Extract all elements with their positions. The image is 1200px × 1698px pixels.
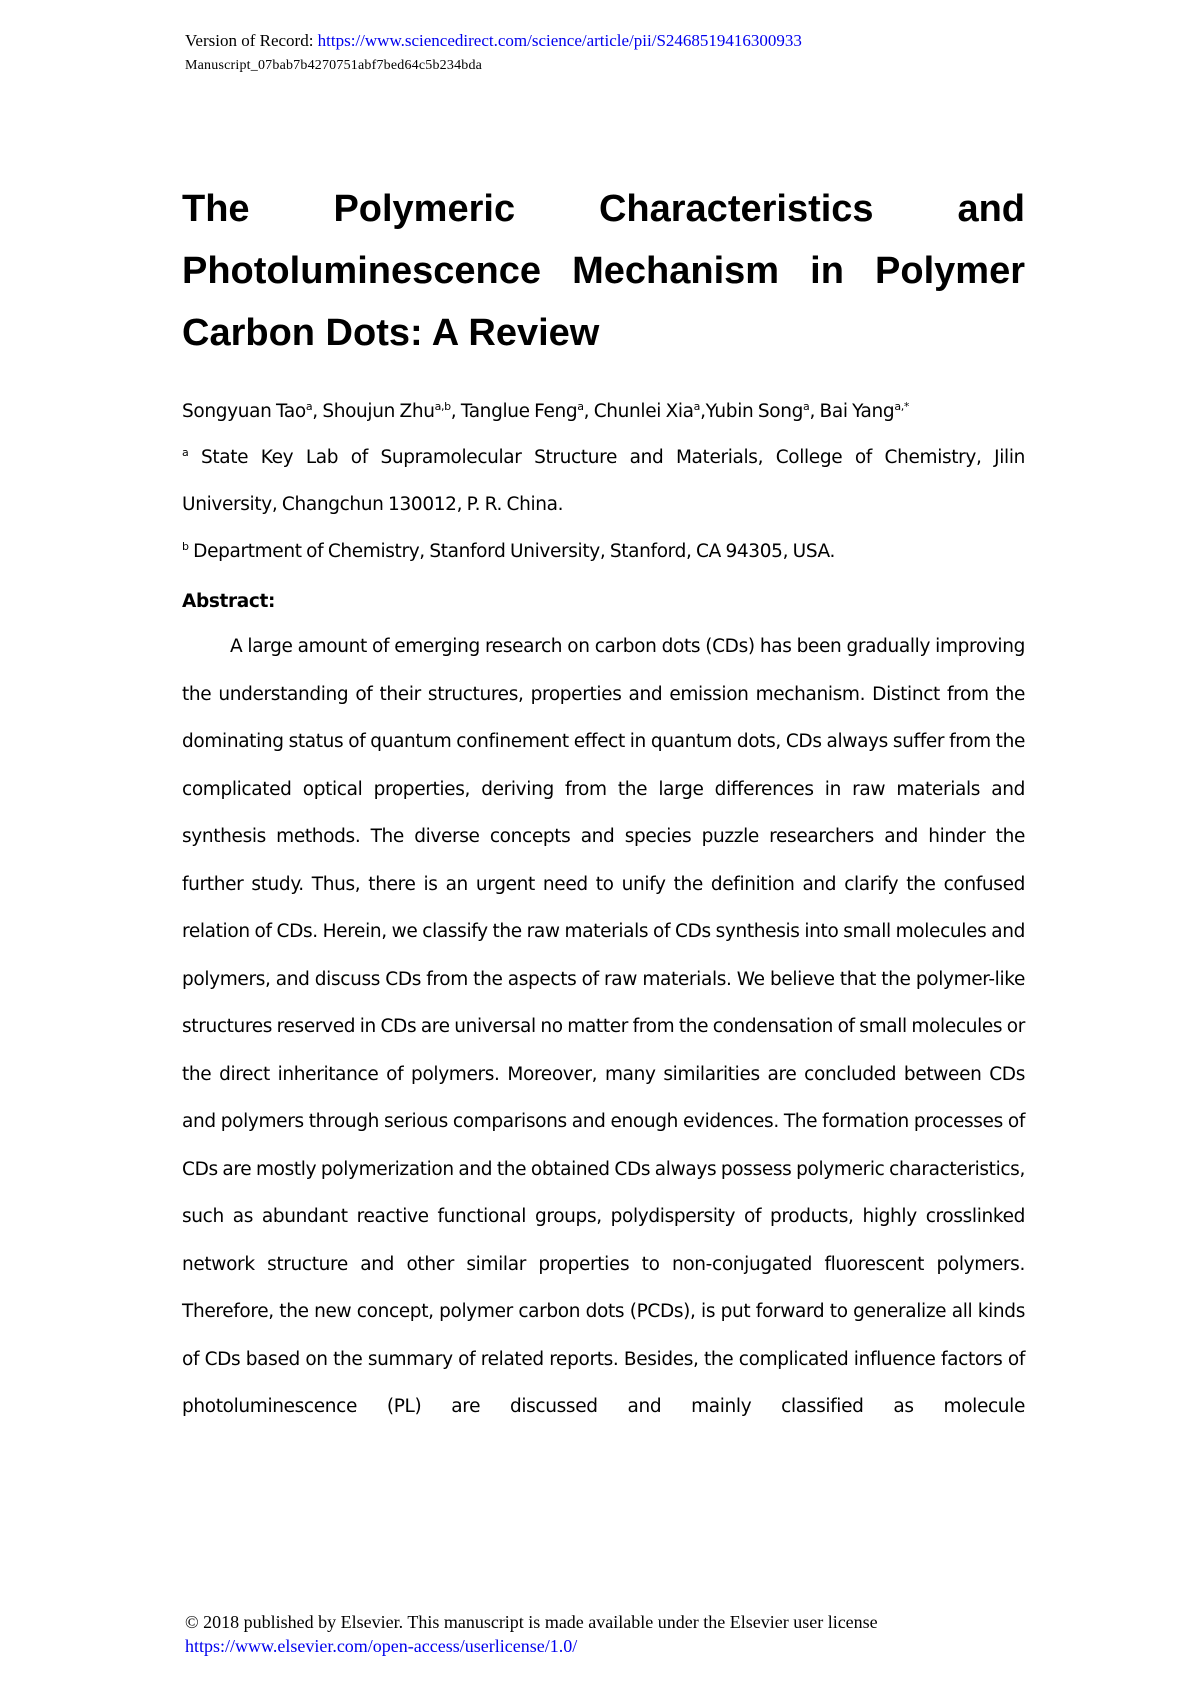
version-of-record-line [185,28,1045,53]
author-separator: , [312,401,323,422]
author-name: Shoujun Zhu [322,401,435,422]
version-label: Version of Record: [185,31,318,50]
affiliation-b [182,528,1025,575]
license-link[interactable]: https://www.elsevier.com/open-access/userlicense/1.0/ [185,1636,578,1656]
author-affiliation-mark: a,b [434,399,451,413]
author-separator: , [809,401,820,422]
author-separator: , [450,401,461,422]
author-name: Bai Yang [819,401,895,422]
license-text: © 2018 published by Elsevier. This manuscript is made available under the Elsevier user license [185,1612,878,1632]
affiliation-mark: a [182,445,189,459]
manuscript-id: Manuscript_07bab7b4270751abf7bed64c5b234bda [185,58,483,73]
affiliation-a [182,434,1025,528]
author-name: Tanglue Feng [460,401,578,422]
author-separator: , [583,401,594,422]
page-footer [185,1610,1045,1658]
author-list [182,398,1025,426]
author-affiliation-mark: a,* [894,399,909,413]
author-affiliation-mark: a [693,399,701,413]
author-name: Chunlei Xia [593,401,694,422]
version-of-record-link[interactable]: https://www.sciencedirect.com/science/article/pii/S2468519416300933 [317,31,802,50]
author-affiliation-mark: a [305,399,313,413]
paper-title: The Polymeric Characteristics and Photoluminescence Mechanism in Polymer Carbon Dots: A Review [182,188,1025,354]
author-affiliation-mark: a [577,399,584,413]
author-name: Yubin Song [705,401,804,422]
affiliation-mark: b [182,539,189,553]
affiliation-text: Department of Chemistry, Stanford University, Stanford, CA 94305, USA. [188,541,836,562]
abstract-heading: Abstract: [182,591,276,612]
author-name: Songyuan Tao [182,401,306,422]
abstract-text: A large amount of emerging research on carbon dots (CDs) has been gradually improving the understanding of their structures, properties and emission mechanism. Distinct from the dominating status of quantum confinement effect in quantum dots, CDs always suffer from the complicated optical properties, deriving from the large differences in raw materials and synthesis methods. The diverse concepts and species puzzle researchers and hinder the further study. Thus, there is an urgent need to unify the definition and clarify the confused relation of CDs. Herein, we classify the raw materials of CDs synthesis into small molecules and polymers, and discuss CDs from the aspects of raw materials. We believe that the polymer-like structures reserved in CDs are universal no matter from the condensation of small molecules or the direct inheritance of polymers. Moreover, many similarities are concluded between CDs and polymers through serious comparisons and enough evidences. The formation processes of CDs are mostly polymerization and the obtained CDs always possess polymeric characteristics, such as abundant reactive functional groups, polydispersity of products, highly crosslinked network structure and other similar properties to non-conjugated fluorescent polymers. Therefore, the new concept, polymer carbon dots (PCDs), is put forward to generalize all kinds of CDs based on the summary of related reports. Besides, the complicated influence factors of photoluminescence (PL) are discussed and mainly classified as molecule [182,636,1025,1417]
affiliation-text: State Key Lab of Supramolecular Structure and Materials, College of Chemistry, Jilin University, Changchun 130012, P. R. China. [182,447,1025,515]
author-separator: , [700,401,706,422]
author-affiliation-mark: a [803,399,810,413]
page-header [185,28,1045,78]
